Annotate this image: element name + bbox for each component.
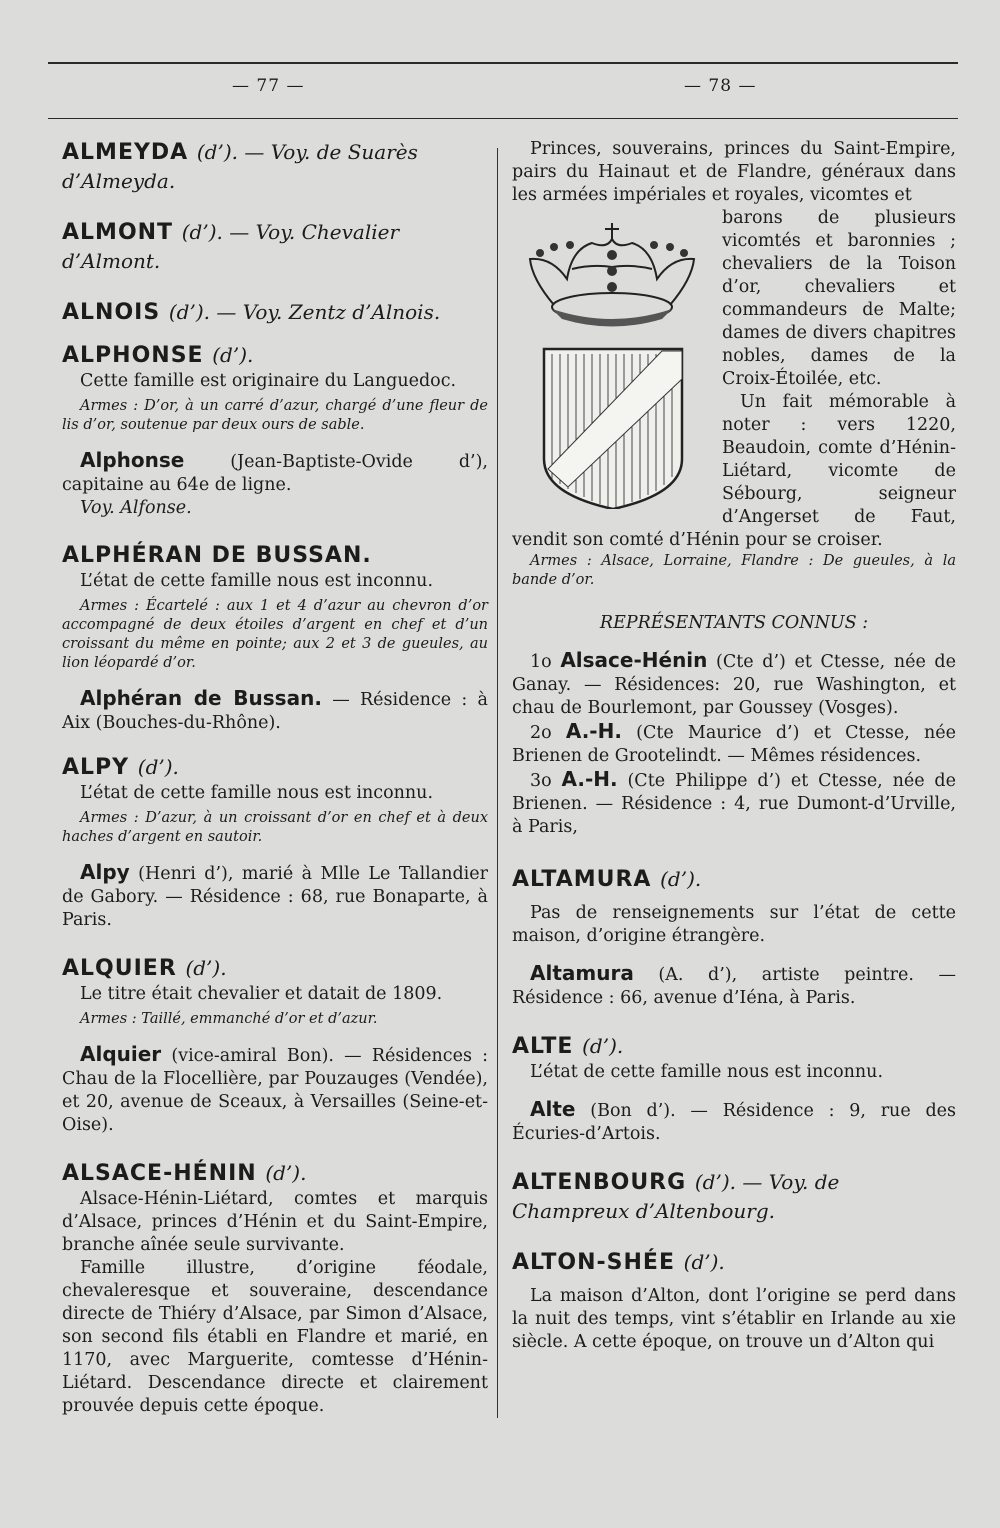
person-entry [512, 962, 956, 1010]
header-rule-bottom [48, 118, 958, 119]
armes-text: Armes : D’azur, à un croissant d’or en chef et à deux haches d’argent en sautoir. [62, 810, 488, 845]
entry-text: L’état de cette famille nous est inconnu. [530, 1062, 884, 1082]
entry-text: barons de plusieurs vicomtés et baronnies ; chevaliers de la Toison d’or, chevaliers et commandeurs de Malte; dames de divers chapitres nobles, dames de la Croix-Étoilée, etc. [722, 208, 956, 389]
entry-heading [62, 138, 488, 196]
person-text: (vice-amiral Bon). — Résidences : Chau de la Flocellière, par Pouzauges (Vendée), et 20, avenue de Sceaux, à Versailles (Seine-et-Oise). [62, 1046, 488, 1135]
entry-heading [512, 1168, 956, 1226]
representative-number: 1o [530, 652, 552, 672]
entry-heading [62, 954, 488, 983]
entry-name: ALNOIS [62, 300, 161, 325]
entry-reference: (d’). [265, 1161, 307, 1185]
entry-heading [62, 218, 488, 276]
entry-heading [512, 865, 956, 894]
entry-name: ALQUIER [62, 956, 177, 981]
entry-name: ALTON-SHÉE [512, 1250, 675, 1275]
person-text: (Henri d’), marié à Mlle Le Tallandier de Gabory. — Résidence : 68, rue Bonaparte, à Paris. [62, 864, 488, 930]
entry-text: L’état de cette famille nous est inconnu. [80, 571, 434, 591]
armes-text: Armes : D’or, à un carré d’azur, chargé d’une fleur de lis d’or, soutenue par deux ours de sable. [62, 398, 488, 433]
left-column [62, 138, 488, 1418]
entry-heading [62, 753, 488, 782]
entry-text: L’état de cette famille nous est inconnu. [80, 783, 434, 803]
person-name: Alphéran de Bussan. [80, 686, 322, 710]
person-name: Alsace-Hénin [560, 648, 708, 672]
entry-text: Famille illustre, d’origine féodale, chevaleresque et souveraine, descendance directe de Thiéry d’Alsace, par Simon d’Alsace, son second fils établi en Flandre et marié, en 1170, avec Marguerite, comtesse d’Hénin-Liétard. Descendance directe et clairement prouvée depuis cette époque. [62, 1258, 488, 1416]
entry-text: Cette famille est originaire du Languedoc. [80, 371, 457, 391]
see-also: Voy. Alfonse. [80, 498, 192, 518]
page-number-left: — 77 — [232, 76, 305, 96]
person-text: (Jean-Baptiste-Ovide d’), capitaine au 64e de ligne. [62, 452, 488, 495]
person-entry [62, 861, 488, 932]
entry-heading [62, 1159, 488, 1188]
person-name: Alquier [80, 1042, 162, 1066]
entry-name: ALMONT [62, 220, 174, 245]
representative-entry [512, 720, 956, 768]
entry-reference: (d’). [185, 956, 227, 980]
representative-number: 2o [530, 723, 552, 743]
representative-number: 3o [530, 771, 552, 791]
person-text: (Cte Philippe d’) et Ctesse, née de Brienen. — Résidence : 4, rue Dumont-d’Urville, à Paris, [512, 771, 956, 837]
entry-text: Pas de renseignements sur l’état de cette maison, d’origine étrangère. [512, 903, 956, 946]
entry-text: Le titre était chevalier et datait de 1809. [80, 984, 443, 1004]
entry-reference: (d’). — Voy. Chevalier d’Almont. [62, 220, 400, 273]
person-text: (A. d’), artiste peintre. — Résidence : 66, avenue d’Iéna, à Paris. [512, 965, 956, 1008]
entry-heading [512, 1032, 956, 1061]
entry-text: Alsace-Hénin-Liétard, comtes et marquis d’Alsace, princes d’Hénin et du Saint-Empire, branche aînée seule survivante. [62, 1189, 488, 1255]
entry-name: ALTENBOURG [512, 1170, 687, 1195]
entry-heading [62, 298, 488, 327]
entry-name: ALTE [512, 1034, 574, 1059]
entry-reference: (d’). — Voy. de Champreux d’Altenbourg. [512, 1170, 840, 1223]
armes-text: Armes : Écartelé : aux 1 et 4 d’azur au chevron d’or accompagné de deux étoiles d’argent en chef et d’un croissant du même en pointe; aux 2 et 3 de gueules, au lion léopardé d’or. [62, 598, 488, 671]
person-name: Altamura [530, 961, 634, 985]
section-title: REPRÉSENTANTS CONNUS : [599, 613, 869, 633]
person-entry [62, 687, 488, 735]
entry-name: ALMEYDA [62, 140, 189, 165]
person-name: Alphonse [80, 448, 185, 472]
entry-name: ALSACE-HÉNIN [62, 1161, 257, 1186]
entry-heading [62, 341, 488, 370]
entry-reference: (d’). — Voy. de Suarès d’Almeyda. [62, 140, 418, 193]
representative-entry [512, 649, 956, 720]
entry-reference: (d’). [137, 755, 179, 779]
entry-text: Un fait mémorable à noter : vers 1220, Beaudoin, comte d’Hénin-Liétard, vicomte de Sébourg, seigneur d’Angerset de Faut, vendit son comté d’Hénin pour se croiser. [512, 392, 956, 550]
person-text: — Résidence : à Aix (Bouches-du-Rhône). [62, 690, 488, 733]
person-name: A.-H. [561, 767, 618, 791]
person-entry [512, 1098, 956, 1146]
entry-heading [512, 1248, 956, 1277]
entry-name: ALPY [62, 755, 130, 780]
person-text: (Cte Maurice d’) et Ctesse, née Brienen de Grootelindt. — Mêmes résidences. [512, 723, 956, 766]
armes-text: Armes : Alsace, Lorraine, Flandre : De gueules, à la bande d’or. [512, 553, 956, 588]
entry-name: ALTAMURA [512, 867, 652, 892]
column-divider [497, 148, 498, 1418]
entry-name: ALPHONSE [62, 343, 204, 368]
person-name: Alpy [80, 860, 130, 884]
right-column [512, 138, 956, 1354]
person-text: (Bon d’). — Résidence : 9, rue des Écuries-d’Artois. [512, 1101, 956, 1144]
person-name: A.-H. [565, 719, 622, 743]
person-entry [62, 1043, 488, 1137]
person-text: (Cte d’) et Ctesse, née de Ganay. — Résidences: 20, rue Washington, et chau de Bourlemont, par Goussey (Vosges). [512, 652, 956, 718]
armes-text: Armes : Taillé, emmanché d’or et d’azur. [80, 1011, 378, 1027]
page-number-right: — 78 — [684, 76, 757, 96]
person-entry [62, 449, 488, 497]
person-name: Alte [530, 1097, 576, 1121]
entry-reference: (d’). [582, 1034, 624, 1058]
entry-reference: (d’). [212, 343, 254, 367]
entry-text: Princes, souverains, princes du Saint-Empire, pairs du Hainaut et de Flandre, généraux dans les armées impériales et royales, vicomtes et [512, 139, 956, 205]
crown-and-shield-icon [512, 209, 712, 509]
header-rule-top [48, 62, 958, 64]
entry-reference: (d’). — Voy. Zentz d’Alnois. [168, 300, 441, 324]
coat-of-arms-image [512, 209, 712, 509]
entry-heading: ALPHÉRAN DE BUSSAN. [62, 543, 372, 568]
entry-reference: (d’). [683, 1250, 725, 1274]
entry-reference: (d’). [660, 867, 702, 891]
entry-text: La maison d’Alton, dont l’origine se perd dans la nuit des temps, vint s’établir en Irlande au xie siècle. A cette époque, on trouve un d’Alton qui [512, 1286, 956, 1352]
representative-entry [512, 768, 956, 839]
